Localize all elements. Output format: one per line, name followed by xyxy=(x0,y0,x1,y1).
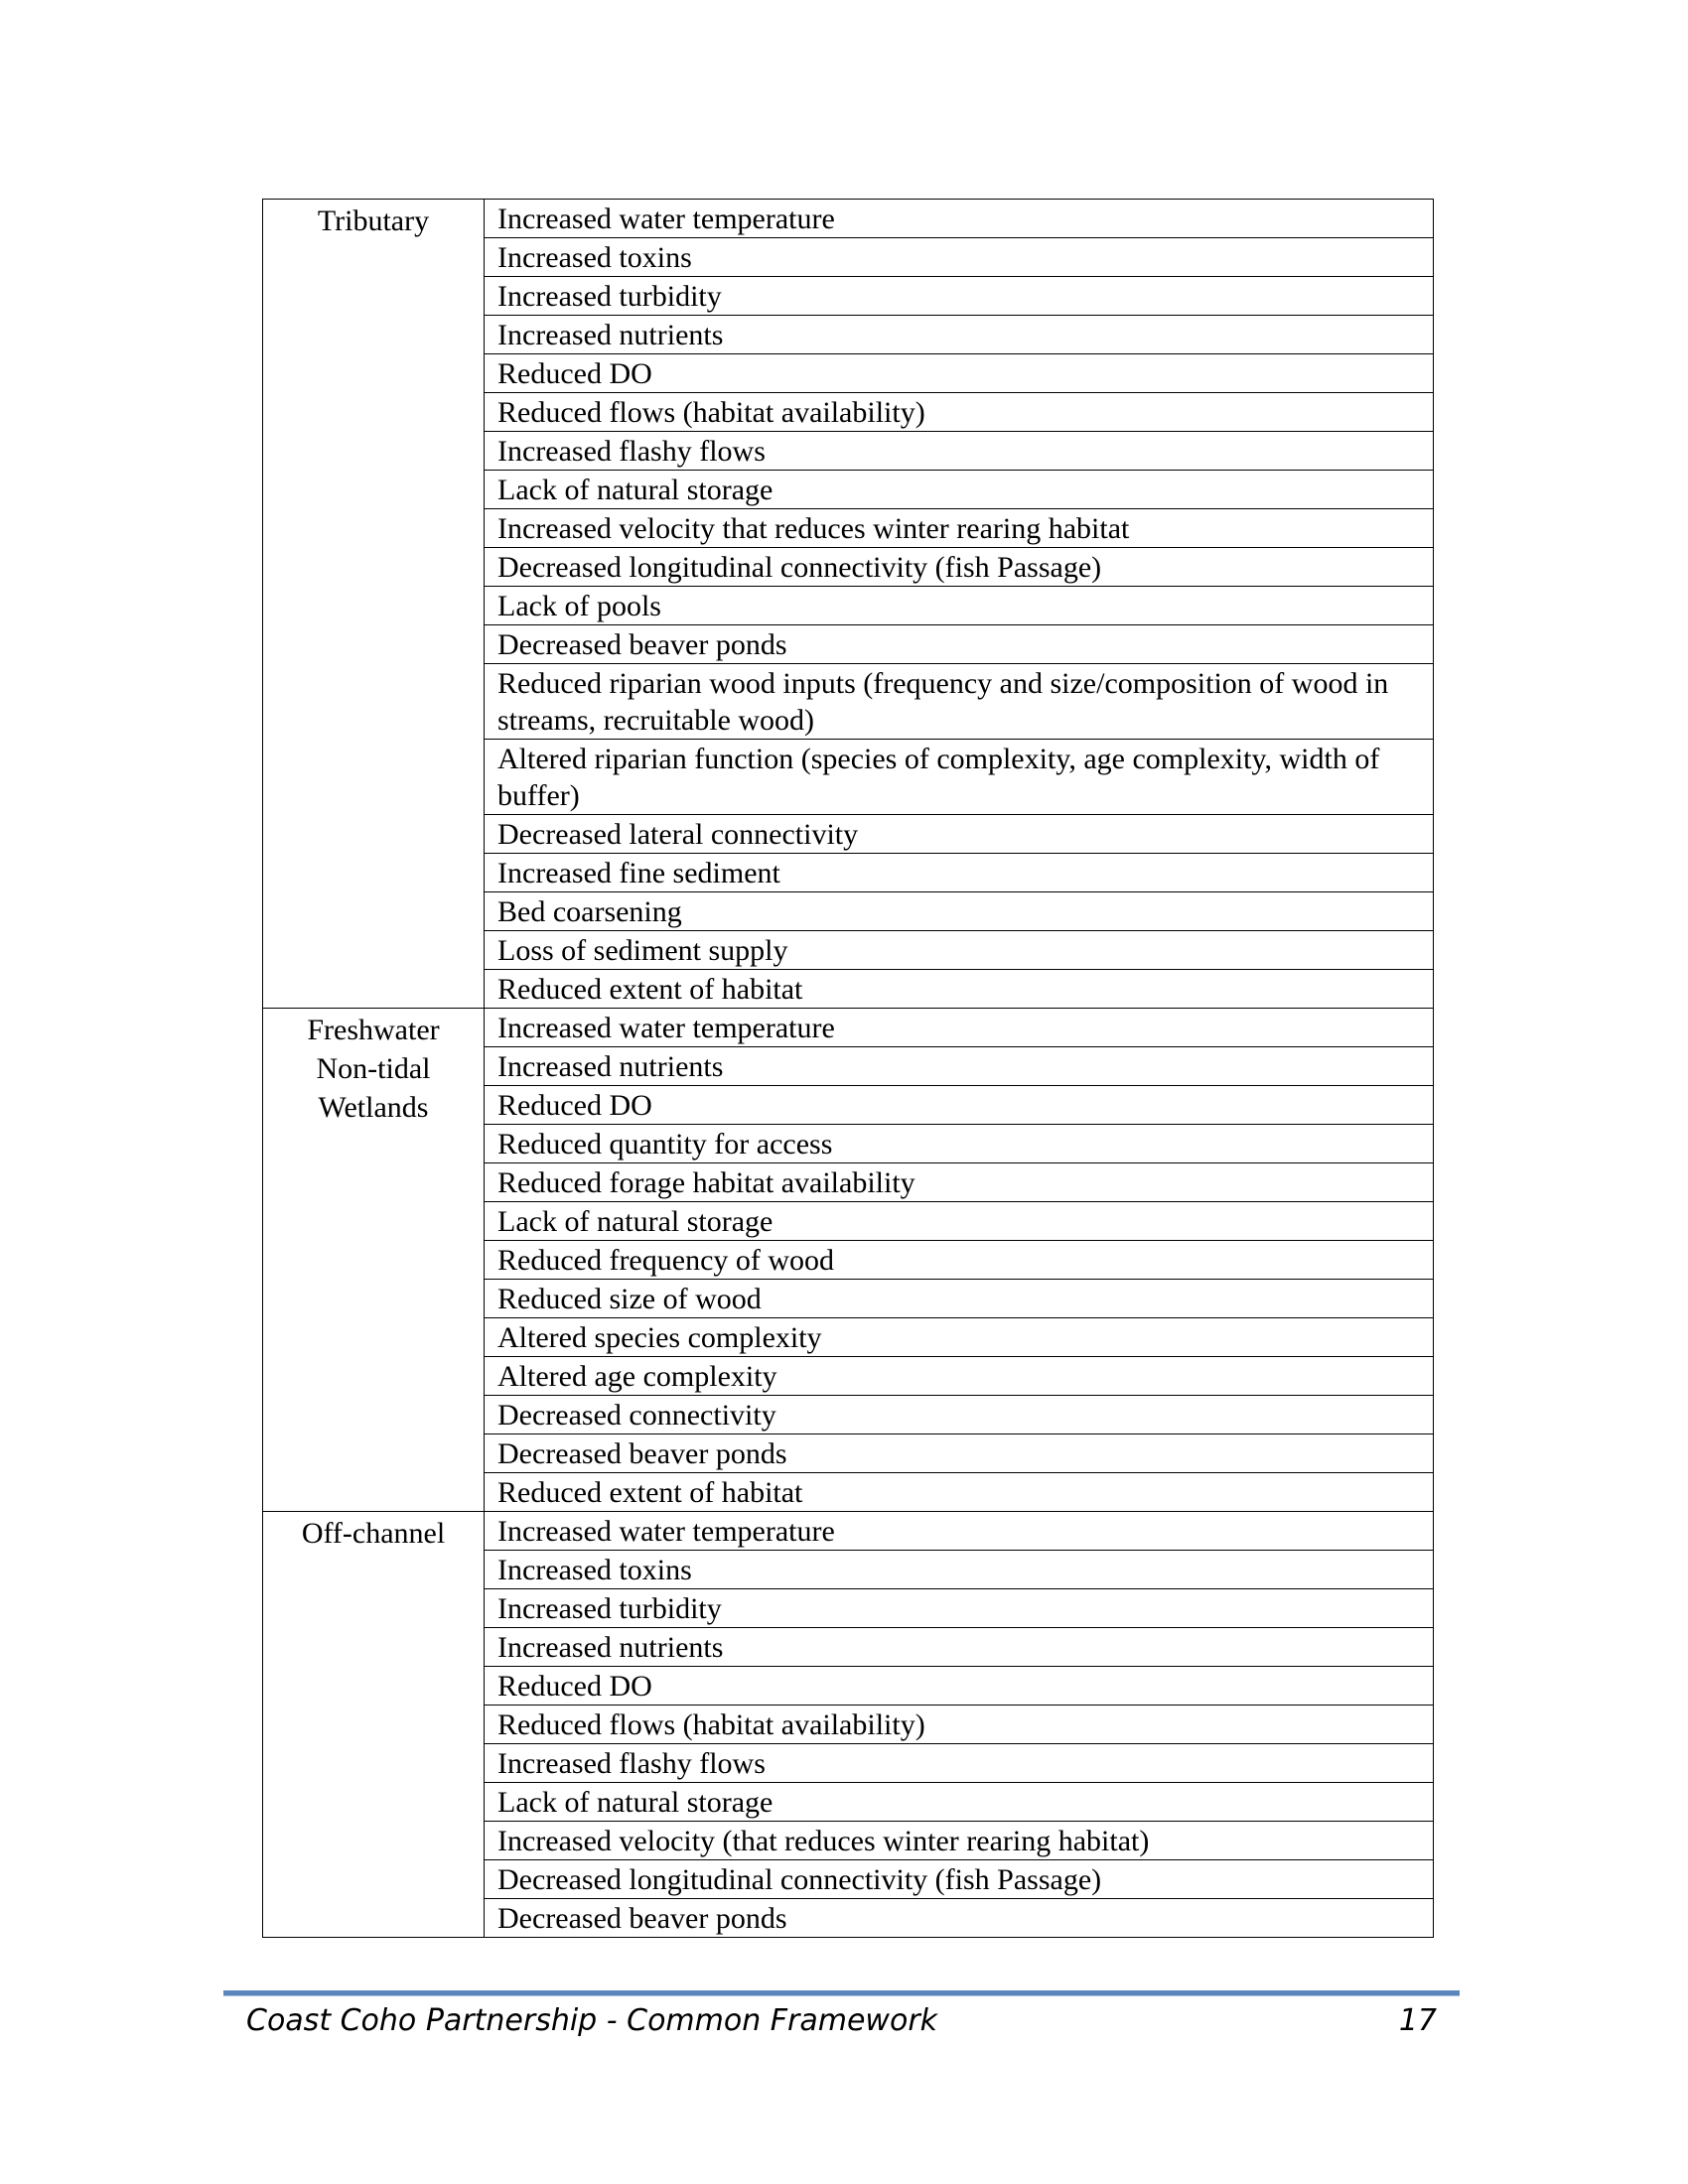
limiting-factors-table xyxy=(262,199,1434,1938)
category-label: Non-tidal xyxy=(316,1052,431,1085)
factor-cell: Loss of sediment supply xyxy=(485,931,1434,970)
page-number: 17 xyxy=(1398,2003,1437,2038)
factor-cell: Increased turbidity xyxy=(485,277,1434,316)
factor-cell: Lack of natural storage xyxy=(485,1783,1434,1822)
factor-cell: Reduced DO xyxy=(485,1086,1434,1125)
category-cell xyxy=(263,1512,485,1938)
factor-cell: Reduced flows (habitat availability) xyxy=(485,393,1434,432)
factor-cell: Reduced flows (habitat availability) xyxy=(485,1706,1434,1744)
factor-cell: Increased flashy flows xyxy=(485,1744,1434,1783)
category-cell xyxy=(263,200,485,1009)
footer-title: Coast Coho Partnership - Common Framework xyxy=(246,2003,938,2038)
factor-cell: Decreased longitudinal connectivity (fish Passage) xyxy=(485,1860,1434,1899)
factor-cell: Increased water temperature xyxy=(485,1009,1434,1047)
category-cell xyxy=(263,1009,485,1512)
table-row xyxy=(263,1512,1434,1551)
factor-cell: Reduced frequency of wood xyxy=(485,1241,1434,1280)
factor-cell: Altered age complexity xyxy=(485,1357,1434,1396)
factor-cell: Decreased longitudinal connectivity (fish Passage) xyxy=(485,548,1434,587)
factor-cell: Altered riparian function (species of complexity, age complexity, width of buffer) xyxy=(485,740,1434,815)
factor-cell: Increased velocity that reduces winter rearing habitat xyxy=(485,509,1434,548)
factor-cell: Lack of natural storage xyxy=(485,1202,1434,1241)
factor-cell: Bed coarsening xyxy=(485,892,1434,931)
factor-cell: Increased flashy flows xyxy=(485,432,1434,471)
factor-cell: Increased toxins xyxy=(485,1551,1434,1589)
factor-cell: Reduced extent of habitat xyxy=(485,970,1434,1009)
footer-rule xyxy=(223,1990,1460,1996)
category-label: Freshwater xyxy=(307,1014,440,1046)
factor-cell: Increased water temperature xyxy=(485,200,1434,238)
factor-cell: Increased toxins xyxy=(485,238,1434,277)
factor-cell: Increased nutrients xyxy=(485,1628,1434,1667)
factor-cell: Increased turbidity xyxy=(485,1589,1434,1628)
factor-cell: Altered species complexity xyxy=(485,1318,1434,1357)
factor-cell: Lack of pools xyxy=(485,587,1434,625)
table-row xyxy=(263,1009,1434,1047)
factor-cell: Reduced DO xyxy=(485,354,1434,393)
factor-cell: Reduced forage habitat availability xyxy=(485,1163,1434,1202)
table-row xyxy=(263,200,1434,238)
factor-cell: Increased water temperature xyxy=(485,1512,1434,1551)
factor-cell: Increased nutrients xyxy=(485,1047,1434,1086)
factor-cell: Decreased beaver ponds xyxy=(485,625,1434,664)
factor-cell: Reduced size of wood xyxy=(485,1280,1434,1318)
factor-cell: Decreased beaver ponds xyxy=(485,1899,1434,1938)
category-label: Tributary xyxy=(317,205,430,237)
factor-cell: Reduced DO xyxy=(485,1667,1434,1706)
category-label: Off-channel xyxy=(301,1517,446,1550)
table-body xyxy=(263,200,1434,1938)
factor-cell: Decreased connectivity xyxy=(485,1396,1434,1434)
factor-cell: Lack of natural storage xyxy=(485,471,1434,509)
factor-cell: Increased fine sediment xyxy=(485,854,1434,892)
factor-cell: Increased nutrients xyxy=(485,316,1434,354)
factor-cell: Decreased beaver ponds xyxy=(485,1434,1434,1473)
factor-cell: Reduced extent of habitat xyxy=(485,1473,1434,1512)
factor-cell: Reduced riparian wood inputs (frequency and size/composition of wood in streams, recruitable wood) xyxy=(485,664,1434,740)
factor-cell: Decreased lateral connectivity xyxy=(485,815,1434,854)
factor-cell: Reduced quantity for access xyxy=(485,1125,1434,1163)
category-label: Wetlands xyxy=(318,1091,429,1124)
factor-cell: Increased velocity (that reduces winter rearing habitat) xyxy=(485,1822,1434,1860)
